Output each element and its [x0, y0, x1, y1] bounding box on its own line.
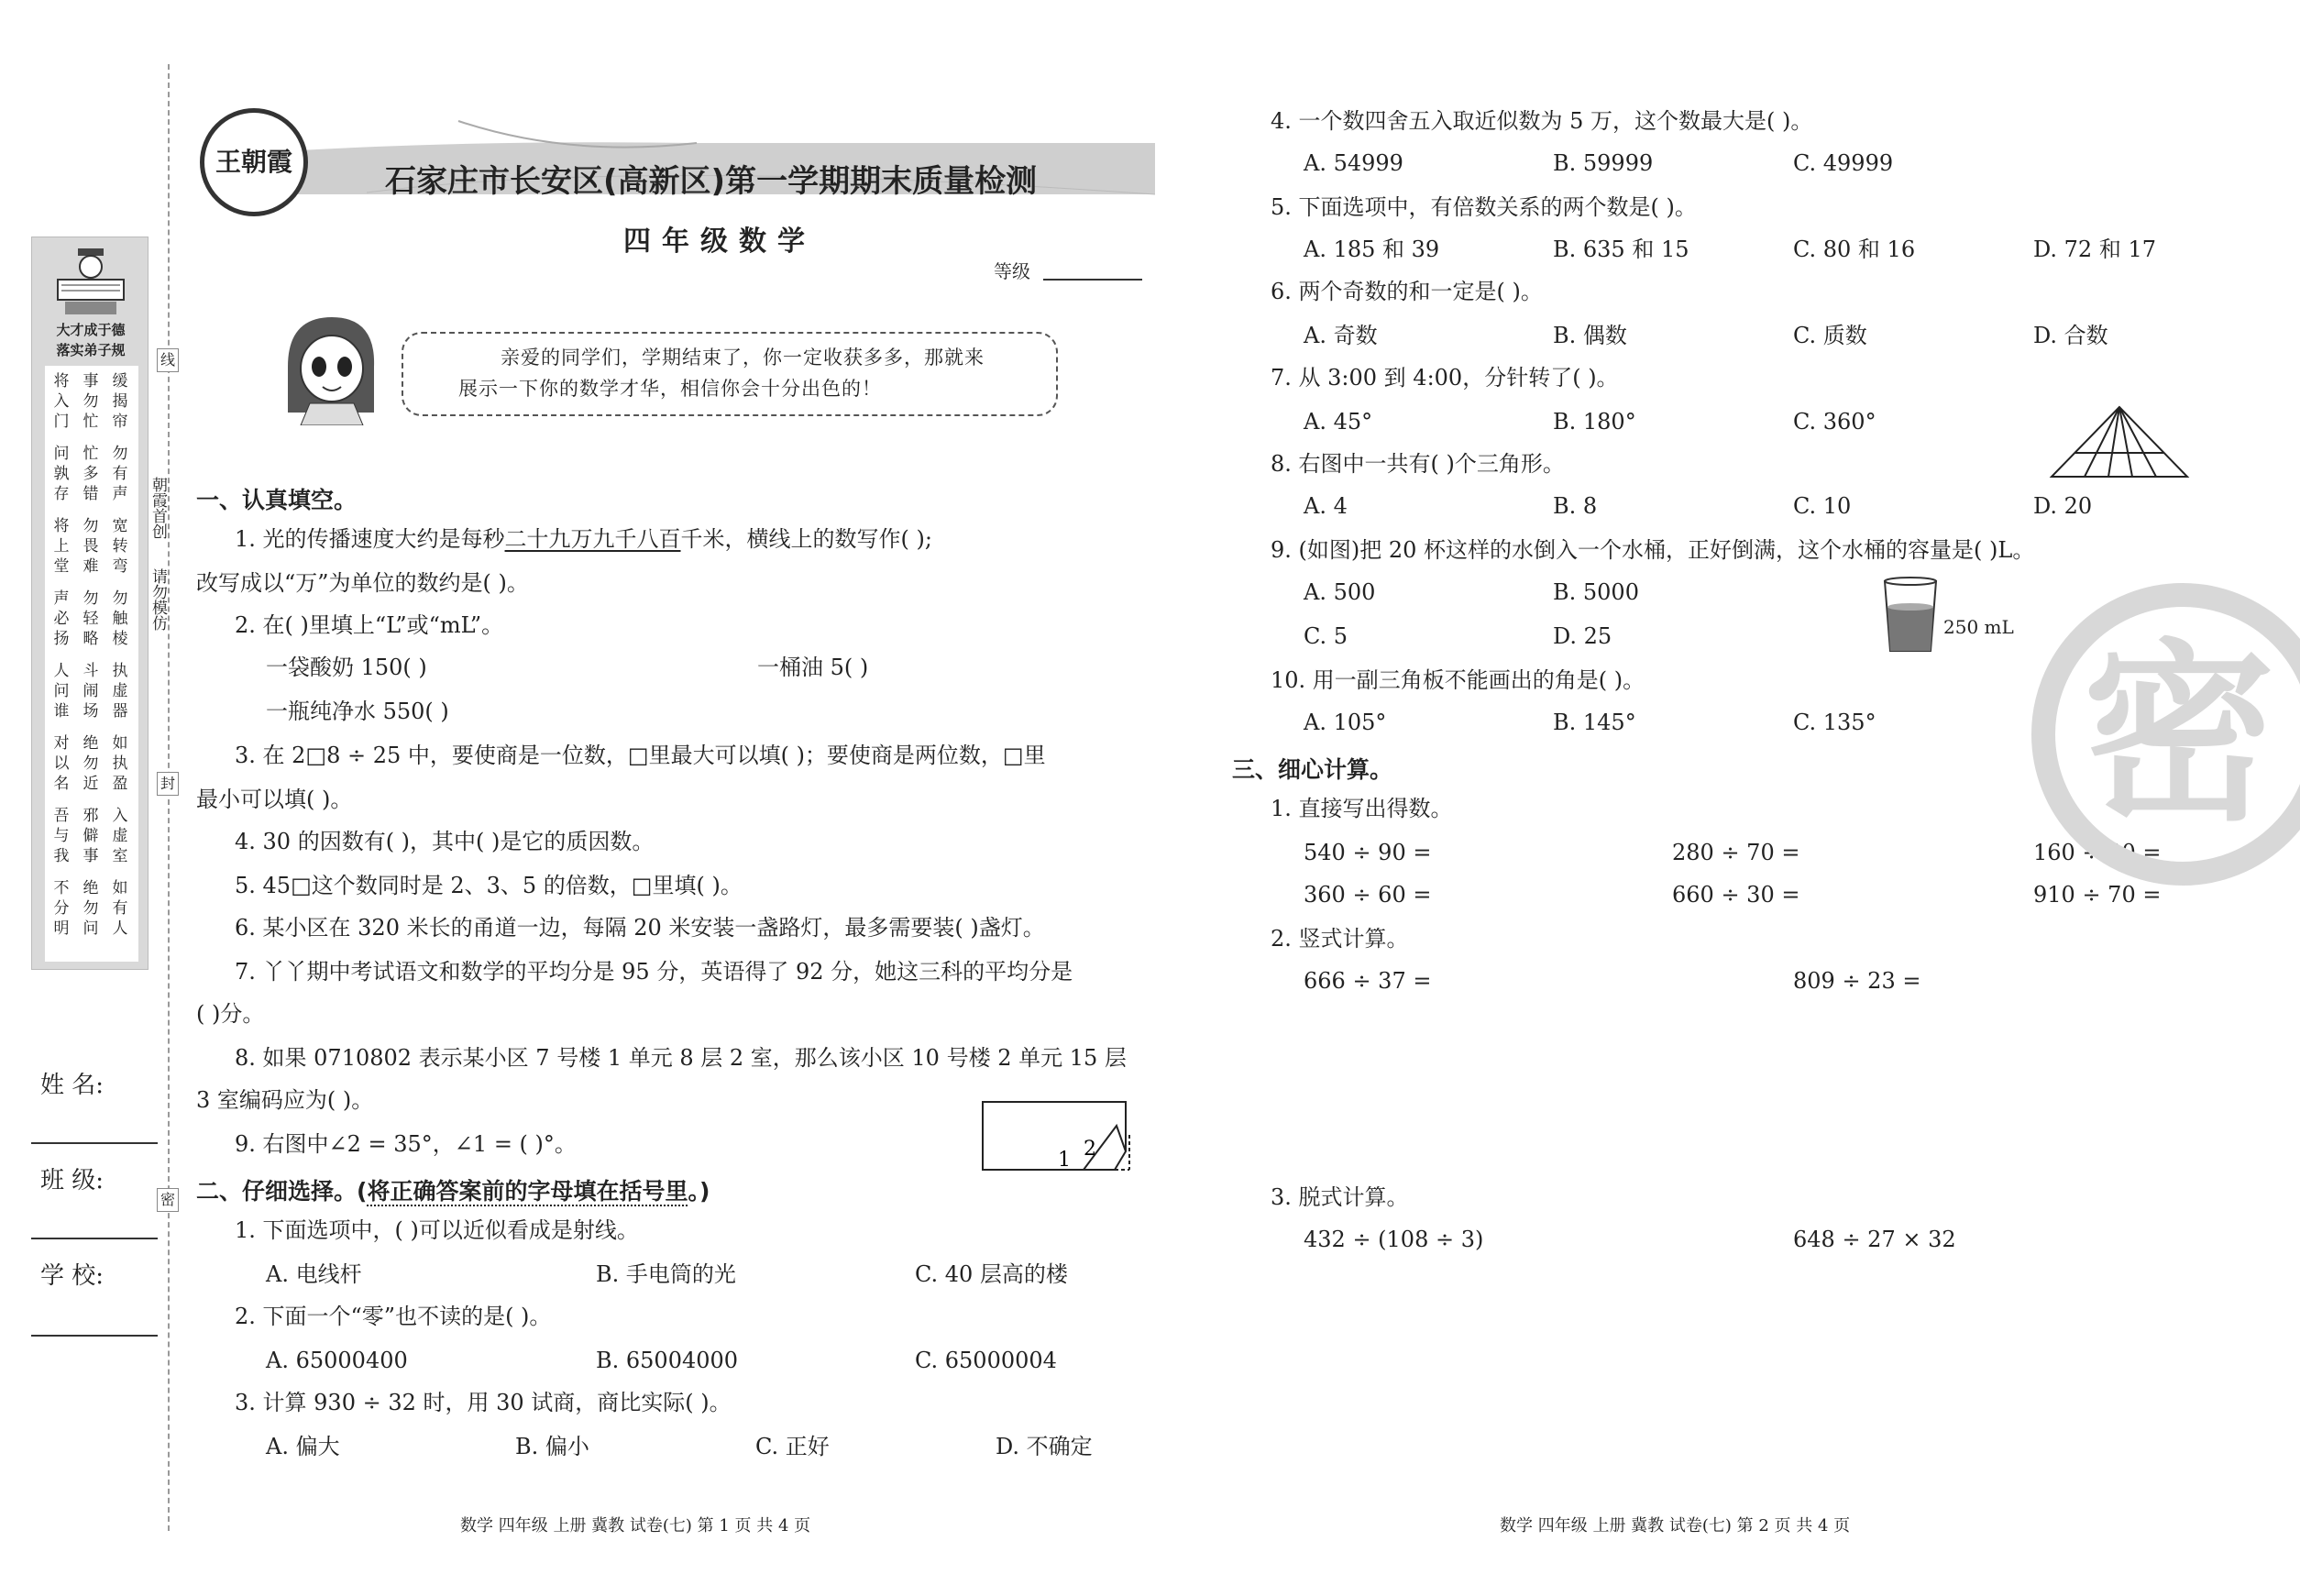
cup-label: 250 mL [1943, 616, 2014, 638]
equation: 360 ÷ 60 = [1304, 882, 1432, 908]
triangle-figure [2048, 403, 2191, 480]
motto-column: 邪僻事 [83, 807, 99, 865]
answer-area[interactable] [1271, 999, 2004, 1164]
option: C. 49999 [1793, 150, 1894, 176]
vertical-note: 朝霞首创 [149, 477, 167, 539]
motto-panel [31, 237, 149, 970]
question-item: 一桶油 5( ) [757, 655, 869, 680]
option: B. 635 和 15 [1553, 237, 1689, 262]
scholar-icon [52, 245, 129, 318]
option: D. 72 和 17 [2033, 237, 2156, 262]
angle-label-1: 1 [1058, 1149, 1071, 1172]
question: 5. 45□这个数同时是 2、3、5 的倍数，□里填( )。 [235, 873, 743, 898]
question: 6. 某小区在 320 米长的甬道一边，每隔 20 米安装一盏路灯，最多需要装( )盏灯。 [235, 915, 1045, 941]
question: 1. 光的传播速度大约是每秒二十九万九千八百千米，横线上的数写作( ); [235, 526, 932, 552]
motto-top: 大才成于德 [56, 322, 126, 338]
stamp-char: 密 [2083, 622, 2276, 847]
school-field[interactable] [31, 1335, 158, 1337]
greeting-line: 展示一下你的数学才华，相信你会十分出色的！ [458, 378, 882, 400]
section-heading: 三、细心计算。 [1232, 756, 1393, 783]
option: B. 145° [1553, 710, 1636, 735]
question: 3 室编码应为( )。 [196, 1087, 374, 1113]
greeting-line: 亲爱的同学们，学期结束了，你一定收获多多，那就来 [501, 347, 985, 369]
motto-column: 如有人 [112, 879, 128, 938]
option: C. 10 [1793, 493, 1852, 519]
motto-column: 将入门 [53, 372, 70, 431]
motto-column: 不分明 [53, 879, 70, 938]
question: 2. 下面一个“零”也不读的是( )。 [235, 1304, 552, 1329]
motto-column: 声必扬 [53, 589, 70, 648]
option: C. 40 层高的楼 [915, 1261, 1068, 1287]
class-field[interactable] [31, 1238, 158, 1239]
motto-column: 事勿忙 [83, 372, 99, 431]
option: A. 54999 [1304, 150, 1403, 176]
motto-column: 绝勿近 [83, 734, 99, 793]
seal-mark: 密 [157, 1188, 179, 1212]
equation: 910 ÷ 70 = [2033, 882, 2162, 908]
name-field[interactable] [31, 1142, 158, 1144]
question-item: 一瓶纯净水 550( ) [266, 699, 449, 724]
option: B. 59999 [1553, 150, 1654, 176]
option: C. 360° [1793, 409, 1876, 435]
option: C. 5 [1304, 623, 1348, 649]
question: 4. 一个数四舍五入取近似数为 5 万，这个数最大是( )。 [1271, 108, 1813, 134]
option: D. 不确定 [996, 1434, 1093, 1459]
motto-column: 将上堂 [53, 517, 70, 576]
question: 7. 丫丫期中考试语文和数学的平均分是 95 分，英语得了 92 分，她这三科的平均分是 [235, 959, 1073, 985]
equation: 660 ÷ 30 = [1672, 882, 1800, 908]
option: C. 80 和 16 [1793, 237, 1916, 262]
question: 2. 竖式计算。 [1271, 926, 1409, 952]
option: A. 奇数 [1304, 323, 1378, 348]
cup-icon [1881, 576, 1940, 655]
motto-column: 忙多错 [83, 445, 99, 503]
seal-mark: 线 [157, 348, 179, 372]
motto-column: 绝勿问 [83, 879, 99, 938]
question: 8. 如果 0710802 表示某小区 7 号楼 1 单元 8 层 2 室，那么该小区 10 号楼 2 单元 15 层 [235, 1045, 1127, 1071]
question-item: 一袋酸奶 150( ) [266, 655, 427, 680]
folded-paper-figure [981, 1098, 1131, 1173]
angle-label-2: 2 [1084, 1138, 1096, 1161]
option: A. 4 [1304, 493, 1348, 519]
question: 8. 右图中一共有( )个三角形。 [1271, 451, 1565, 477]
option: C. 正好 [755, 1434, 830, 1459]
option: B. 偏小 [515, 1434, 589, 1459]
brand-logo: 王朝霞 [200, 108, 308, 216]
option: C. 质数 [1793, 323, 1867, 348]
vertical-note: 请勿模仿 [149, 568, 167, 631]
footer-right: 数学 四年级 上册 冀教 试卷(七) 第 2 页 共 4 页 [1500, 1516, 1851, 1535]
option: A. 185 和 39 [1304, 237, 1440, 262]
option: D. 25 [1553, 623, 1612, 649]
question: 3. 在 2□8 ÷ 25 中，要使商是一位数，□里最大可以填( )；要使商是两位数，□里 [235, 743, 1046, 768]
grade-label: 等级 [994, 260, 1030, 282]
name-label: 姓 名: [40, 1072, 105, 1099]
equation: 160 ÷ 40 = [2033, 840, 2162, 865]
motto-column: 宽转弯 [112, 517, 128, 576]
option: B. 180° [1553, 409, 1636, 435]
page-title: 石家庄市长安区(高新区)第一学期期末质量检测 [385, 163, 1038, 200]
question: ( )分。 [196, 1001, 265, 1027]
seal-mark: 封 [157, 772, 179, 796]
option: A. 65000400 [266, 1348, 408, 1373]
question: 1. 直接写出得数。 [1271, 796, 1453, 821]
question: 7. 从 3:00 到 4:00，分针转了( )。 [1271, 365, 1619, 391]
option: C. 135° [1793, 710, 1876, 735]
equation: 648 ÷ 27 × 32 [1793, 1227, 1956, 1252]
footer-left: 数学 四年级 上册 冀教 试卷(七) 第 1 页 共 4 页 [460, 1516, 811, 1535]
question: 最小可以填( )。 [196, 787, 353, 812]
section-heading: 一、认真填空。 [196, 487, 358, 513]
motto-column: 执虚器 [112, 662, 128, 721]
question: 1. 下面选项中，( )可以近似看成是射线。 [235, 1217, 639, 1243]
equation: 280 ÷ 70 = [1672, 840, 1800, 865]
question: 10. 用一副三角板不能画出的角是( )。 [1271, 667, 1645, 693]
option: A. 偏大 [266, 1434, 340, 1459]
binding-line [168, 64, 170, 1531]
option: B. 5000 [1553, 579, 1639, 605]
grade-field[interactable] [1043, 279, 1142, 281]
option: B. 手电筒的光 [596, 1261, 736, 1287]
question: 2. 在( )里填上“L”或“mL”。 [235, 612, 504, 638]
motto-column: 人问谁 [53, 662, 70, 721]
equation: 540 ÷ 90 = [1304, 840, 1432, 865]
page-subtitle: 四年级数学 [623, 226, 816, 258]
motto-column: 勿畏难 [83, 517, 99, 576]
motto-column: 斗闹场 [83, 662, 99, 721]
option: D. 合数 [2033, 323, 2108, 348]
question: 5. 下面选项中，有倍数关系的两个数是( )。 [1271, 194, 1697, 220]
option: A. 105° [1304, 710, 1387, 735]
option: C. 65000004 [915, 1348, 1057, 1373]
equation: 809 ÷ 23 = [1793, 968, 1921, 994]
equation: 666 ÷ 37 = [1304, 968, 1432, 994]
question: 9. (如图)把 20 杯这样的水倒入一个水桶，正好倒满，这个水桶的容量是( )L。 [1271, 537, 2035, 563]
motto-column: 问孰存 [53, 445, 70, 503]
option: D. 20 [2033, 493, 2093, 519]
equation: 432 ÷ (108 ÷ 3) [1304, 1227, 1484, 1252]
option: B. 65004000 [596, 1348, 739, 1373]
question: 改写成以“万”为单位的数约是( )。 [196, 570, 529, 596]
motto-column: 如执盈 [112, 734, 128, 793]
girl-illustration [279, 312, 383, 425]
school-label: 学 校: [40, 1262, 105, 1290]
class-label: 班 级: [40, 1167, 105, 1194]
option: B. 8 [1553, 493, 1598, 519]
section-heading: 二、仔细选择。(将正确答案前的字母填在括号里。) [196, 1178, 710, 1205]
motto-column: 勿轻略 [83, 589, 99, 648]
motto-column: 勿有声 [112, 445, 128, 503]
motto-column: 对以名 [53, 734, 70, 793]
option: A. 电线杆 [266, 1261, 362, 1287]
motto-column: 缓揭帘 [112, 372, 128, 431]
motto-column: 勿触棱 [112, 589, 128, 648]
option: B. 偶数 [1553, 323, 1627, 348]
question: 3. 计算 930 ÷ 32 时，用 30 试商，商比实际( )。 [235, 1390, 732, 1415]
motto-top: 落实弟子规 [56, 342, 126, 358]
question: 9. 右图中∠2 = 35°，∠1 = ( )°。 [235, 1131, 577, 1157]
underlined-text: 二十九万九千八百 [504, 526, 681, 552]
option: A. 500 [1304, 579, 1376, 605]
question: 3. 脱式计算。 [1271, 1184, 1409, 1210]
dotted-emphasis: 将正确答案前的字母填在括号里 [367, 1178, 688, 1205]
question: 6. 两个奇数的和一定是( )。 [1271, 279, 1543, 304]
answer-area[interactable] [1271, 1265, 2004, 1467]
question: 4. 30 的因数有( )，其中( )是它的质因数。 [235, 829, 655, 854]
option: A. 45° [1304, 409, 1373, 435]
motto-column: 吾与我 [53, 807, 70, 865]
motto-column: 入虚室 [112, 807, 128, 865]
